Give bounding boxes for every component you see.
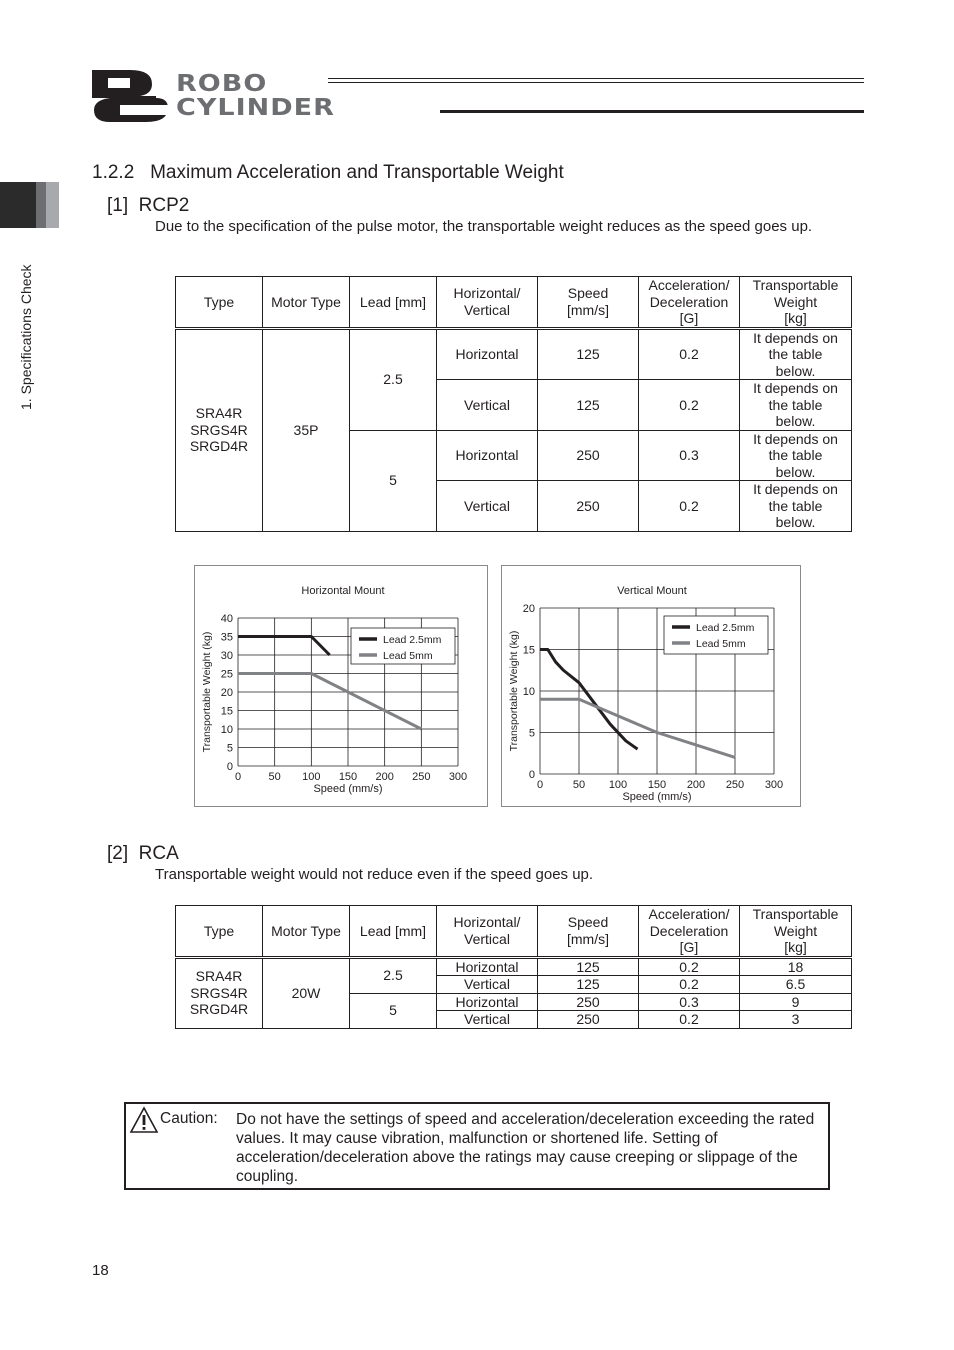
x-tick-label: 100 [302, 771, 321, 783]
motor-cell: 35P [263, 328, 350, 531]
header-cell: Lead [mm] [350, 277, 437, 329]
chapter-tab-light [46, 182, 59, 228]
header-cell: Speed [mm/s] [538, 277, 639, 329]
lead-cell: 5 [350, 993, 437, 1028]
header-cell: Speed [mm/s] [538, 906, 639, 958]
speed-cell: 125 [538, 328, 639, 380]
accel-cell: 0.2 [639, 957, 740, 976]
series-line [238, 637, 330, 656]
weight-cell: 3 [740, 1011, 852, 1029]
legend-label: Lead 2.5mm [383, 634, 442, 646]
y-tick-label: 25 [220, 668, 233, 681]
accel-cell: 0.2 [639, 1011, 740, 1029]
speed-cell: 125 [538, 976, 639, 994]
motor-cell: 20W [263, 957, 350, 1028]
x-tick-label: 50 [268, 771, 281, 783]
y-tick-label: 10 [522, 686, 535, 698]
y-tick-label: 0 [226, 761, 233, 773]
accel-cell: 0.2 [639, 380, 740, 431]
table-header-row [176, 906, 852, 958]
speed-cell: 250 [538, 430, 639, 481]
header-cell: Type [176, 277, 263, 329]
y-tick-label: 30 [220, 650, 233, 662]
weight-cell: It depends on the table below. [740, 328, 852, 380]
vertical-mount-chart-svg [502, 566, 800, 806]
chart-title: Horizontal Mount [301, 585, 385, 597]
lead-cell: 2.5 [350, 328, 437, 430]
x-axis-label: Speed (mm/s) [622, 791, 692, 803]
type-cell: SRA4R SRGS4R SRGD4R [176, 957, 263, 1028]
y-tick-label: 40 [220, 613, 233, 625]
table-header-row [176, 277, 852, 329]
header-rule-thin-1 [328, 78, 864, 79]
weight-cell: It depends on the table below. [740, 380, 852, 431]
speed-cell: 250 [538, 993, 639, 1011]
header-cell: Acceleration/ Deceleration [G] [639, 906, 740, 958]
orientation-cell: Horizontal [437, 430, 538, 481]
accel-cell: 0.3 [639, 993, 740, 1011]
caution-label: Caution: [160, 1110, 218, 1127]
header-cell: Horizontal/ Vertical [437, 277, 538, 329]
header-cell: Type [176, 906, 263, 958]
speed-cell: 125 [538, 380, 639, 431]
lead-cell: 2.5 [350, 957, 437, 993]
rca-description: Transportable weight would not reduce even if the speed goes up. [155, 866, 594, 883]
y-tick-label: 5 [528, 727, 535, 740]
robo-cylinder-logo [90, 68, 870, 128]
speed-cell: 250 [538, 1011, 639, 1029]
y-tick-label: 5 [226, 742, 233, 755]
horizontal-mount-chart [194, 565, 488, 807]
weight-cell: 18 [740, 957, 852, 976]
rcp2-spec-table [175, 276, 852, 532]
header-cell: Motor Type [263, 906, 350, 958]
y-tick-label: 35 [220, 631, 233, 644]
accel-cell: 0.2 [639, 481, 740, 532]
y-axis-label: Transportable Weight (kg) [201, 631, 213, 753]
warning-triangle-icon [129, 1106, 159, 1134]
header-cell: Acceleration/ Deceleration [G] [639, 277, 740, 329]
x-axis-label: Speed (mm/s) [313, 783, 383, 795]
chapter-tab-dark [0, 182, 36, 228]
orientation-cell: Vertical [437, 380, 538, 431]
header-cell: Lead [mm] [350, 906, 437, 958]
header-cell: Transportable Weight [kg] [740, 906, 852, 958]
x-tick-label: 100 [608, 779, 628, 791]
orientation-cell: Horizontal [437, 993, 538, 1011]
type-cell: SRA4R SRGS4R SRGD4R [176, 328, 263, 531]
orientation-cell: Vertical [437, 976, 538, 994]
accel-cell: 0.2 [639, 976, 740, 994]
accel-cell: 0.2 [639, 328, 740, 380]
page-number: 18 [92, 1262, 109, 1279]
x-tick-label: 150 [338, 771, 358, 783]
y-tick-label: 10 [220, 724, 233, 736]
y-tick-label: 20 [522, 603, 535, 615]
horizontal-mount-chart-svg [195, 566, 487, 806]
header-rule-thick [440, 110, 864, 113]
x-tick-label: 0 [234, 771, 242, 783]
rcp2-description: Due to the specification of the pulse motor, the transportable weight reduces as the speed goes up. [155, 218, 813, 235]
table-row [176, 957, 852, 976]
legend-label: Lead 2.5mm [696, 622, 755, 634]
accel-cell: 0.3 [639, 430, 740, 481]
header-cell: Horizontal/ Vertical [437, 906, 538, 958]
series-line [238, 674, 421, 730]
section-title: 1.2.2 Maximum Acceleration and Transportable Weight [92, 162, 564, 183]
header-rule-thin-2 [328, 82, 864, 83]
rca-spec-table [175, 905, 852, 1029]
orientation-cell: Vertical [437, 481, 538, 532]
chart-title: Vertical Mount [617, 585, 687, 597]
x-tick-label: 50 [572, 779, 586, 791]
logo-word-cylinder: CYLINDER [176, 94, 335, 121]
y-tick-label: 15 [522, 644, 535, 657]
legend-label: Lead 5mm [696, 638, 746, 650]
y-tick-label: 0 [528, 769, 535, 781]
header-cell: Transportable Weight [kg] [740, 277, 852, 329]
orientation-cell: Horizontal [437, 957, 538, 976]
orientation-cell: Horizontal [437, 328, 538, 380]
legend-label: Lead 5mm [383, 650, 433, 662]
table-row [176, 328, 852, 380]
x-tick-label: 150 [647, 779, 667, 791]
weight-cell: It depends on the table below. [740, 430, 852, 481]
x-tick-label: 250 [412, 771, 431, 783]
speed-cell: 125 [538, 957, 639, 976]
vertical-mount-chart [501, 565, 801, 807]
lead-cell: 5 [350, 430, 437, 531]
x-tick-label: 0 [536, 779, 544, 791]
weight-cell: 6.5 [740, 976, 852, 994]
y-axis-label: Transportable Weight (kg) [508, 630, 520, 752]
header-cell: Motor Type [263, 277, 350, 329]
rc-logo-mark-icon [90, 68, 180, 124]
x-tick-label: 250 [725, 779, 745, 791]
caution-text: Do not have the settings of speed and acceleration/deceleration exceeding the rated values. It may cause vibration, malfunction or shortened life. Setting of acceleration/deceleration above the ratings may cause creeping or slippage of the coupling. [236, 1111, 815, 1185]
rcp2-heading: [1] RCP2 [107, 195, 190, 216]
orientation-cell: Vertical [437, 1011, 538, 1029]
weight-cell: It depends on the table below. [740, 481, 852, 532]
x-tick-label: 200 [375, 771, 394, 783]
x-tick-label: 300 [448, 771, 468, 783]
chapter-side-label: 1. Specifications Check [18, 264, 34, 410]
logo-word-robo: ROBO [176, 70, 268, 97]
x-tick-label: 200 [686, 779, 706, 791]
y-tick-label: 15 [220, 705, 233, 718]
y-tick-label: 20 [220, 687, 233, 699]
caution-box [124, 1102, 830, 1190]
chapter-tab-mid [36, 182, 46, 228]
x-tick-label: 300 [764, 779, 784, 791]
rca-heading: [2] RCA [107, 843, 179, 864]
speed-cell: 250 [538, 481, 639, 532]
weight-cell: 9 [740, 993, 852, 1011]
